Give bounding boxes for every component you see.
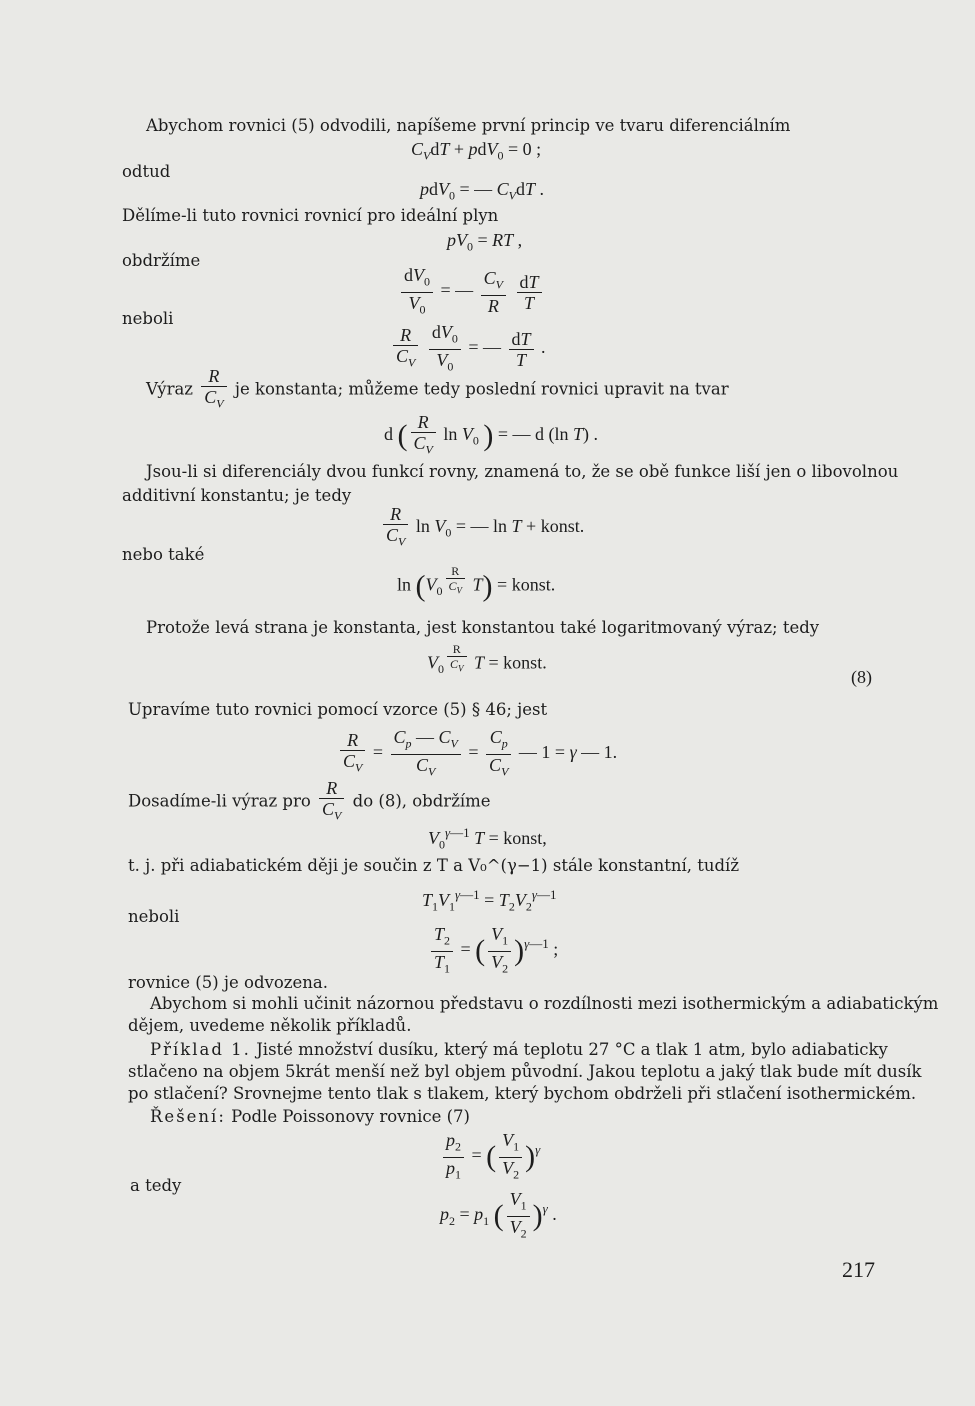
line-jsouli-2: additivní konstantu; je tedy bbox=[122, 486, 352, 505]
equation-ratio-2: $\frac{R}{C_V}$ $\frac{dV_0}{V_0}$ = — $\frac{dT}{T}$ . bbox=[390, 322, 546, 376]
equation-temperature-ratio: $\frac{T_2}{T_1}$ = ( $\frac{V_1}{V_2}$ )$^{\gamma—1}$ ; bbox=[428, 924, 558, 978]
line-abychom-2b: dějem, uvedeme několik příkladů. bbox=[128, 1016, 412, 1035]
label-a-tedy: a tedy bbox=[130, 1176, 182, 1195]
line-abychom-2a: Abychom si mohli učinit názornou představu o rozdílnosti mezi isothermickým a adiabatickým bbox=[150, 994, 939, 1013]
dosadime-post: do (8), obdržíme bbox=[352, 791, 491, 811]
equation-log-product: $\ln (V_0$ $^{\frac{R}{C_V}}$ T) = konst. bbox=[397, 564, 556, 603]
line-tj: t. j. při adiabatickém ději je součin z T a V₀^(γ−1) stále konstantní, tudíž bbox=[128, 856, 740, 875]
equation-ratio-1: $\frac{dV_0}{V_0}$ = — $\frac{C_V}{R}$ $\frac{dT}{T}$ bbox=[398, 265, 545, 319]
reseni-text: Podle Poissonovy rovnice (7) bbox=[231, 1107, 470, 1126]
line-vyraz: Výraz $\frac{R}{C_V}$ je konstanta; můžeme tedy poslední rovnici upravit na tvar bbox=[146, 366, 729, 411]
equation-number-8: (8) bbox=[851, 667, 872, 687]
line-priklad-a bbox=[150, 1040, 888, 1060]
equation-log-differential: d ( $\frac{R}{C_V}$ $\ln V_0$ ) = — d (ln T) . bbox=[384, 412, 599, 457]
equation-pressure: $p_2 = p_1$ ( $\frac{V_1}{V_2}$ )$^\gamma$ . bbox=[440, 1189, 557, 1241]
dosadime-pre: Dosadíme-li výraz pro bbox=[128, 791, 311, 811]
equation-first-law: $C_VdT + pdV_0 = 0$ ; bbox=[411, 139, 542, 163]
equation-ideal-gas: $pV_0$ = RT , bbox=[447, 230, 523, 254]
equation-adiabatic: $V_0^{\gamma—1}$ T = konst, bbox=[428, 825, 547, 852]
line-delime: Dělíme-li tuto rovnici rovnicí pro ideální plyn bbox=[122, 206, 499, 225]
line-priklad-c: po stlačení? Srovnejme tento tlak s tlakem, který bychom obdrželi při stlačení isothermickém. bbox=[128, 1084, 917, 1103]
line-priklad-b: stlačeno na objem 5krát menší než byl objem původní. Jakou teplotu a jaký tlak bude mít dusík bbox=[128, 1062, 922, 1081]
line-rovnice-5: rovnice (5) je odvozena. bbox=[128, 973, 328, 992]
label-odtud: odtud bbox=[122, 162, 171, 181]
reseni-label: Řešení: bbox=[150, 1107, 226, 1126]
intro-line: Abychom rovnici (5) odvodili, napíšeme první princip ve tvaru diferenciálním bbox=[146, 116, 791, 135]
label-nebo-take: nebo také bbox=[122, 545, 205, 564]
equation-log-sum: $\frac{R}{C_V}$ $\ln V_0$ = — ln T + konst. bbox=[380, 504, 584, 552]
label-obdrzime: obdržíme bbox=[122, 251, 201, 270]
line-protoze: Protože levá strana je konstanta, jest konstantou také logaritmovaný výraz; tedy bbox=[146, 618, 820, 637]
line-reseni bbox=[150, 1107, 470, 1127]
equation-8: $V_0$ $^{\frac{R}{C_V}}$ T = konst. bbox=[427, 642, 547, 677]
vyraz-pre: Výraz bbox=[146, 379, 193, 399]
equation-pressure-ratio: $\frac{p_2}{p_1}$ = ( $\frac{V_1}{V_2}$ )$^\gamma$ bbox=[440, 1130, 540, 1184]
vyraz-post: je konstanta; můžeme tedy poslední rovnici upravit na tvar bbox=[234, 379, 729, 399]
priklad-label: Příklad 1. bbox=[150, 1040, 251, 1059]
line-dosadime: Dosadíme-li výraz pro $\frac{R}{C_V}$ do (8), obdržíme bbox=[128, 778, 491, 823]
label-neboli-2: neboli bbox=[128, 907, 180, 926]
equation-gamma: $\frac{R}{C_V}$ = $\frac{C_p — C_V}{C_V}$ = $\frac{C_p}{C_V}$ — 1 = γ — 1. bbox=[337, 727, 617, 781]
page-number: 217 bbox=[842, 1257, 875, 1282]
label-neboli-1: neboli bbox=[122, 309, 174, 328]
line-jsouli-1: Jsou-li si diferenciály dvou funkcí rovny, znamená to, že se obě funkce liší jen o libovolnou bbox=[146, 462, 899, 481]
equation-pdv: pdV$_0$ = — $C_VdT$ . bbox=[420, 179, 545, 203]
equation-states: $T_1V_1^{\gamma—1} = T_2V_2^{\gamma—1}$ bbox=[422, 887, 557, 914]
priklad-text-a: Jisté množství dusíku, který má teplotu 27 °C a tlak 1 atm, bylo adiabaticky bbox=[256, 1040, 888, 1059]
line-upravime: Upravíme tuto rovnici pomocí vzorce (5) § 46; jest bbox=[128, 700, 548, 719]
